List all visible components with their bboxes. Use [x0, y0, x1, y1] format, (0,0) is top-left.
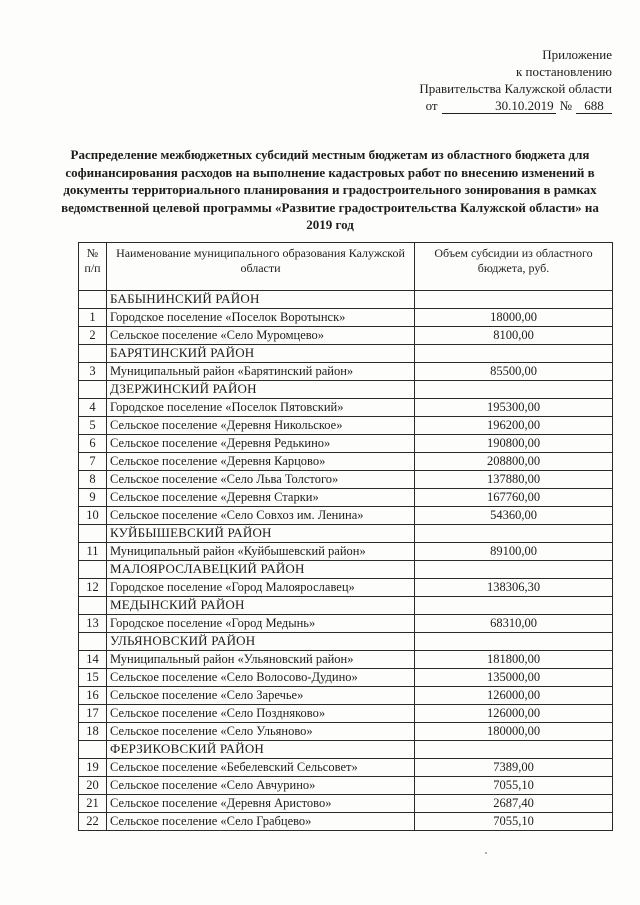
table-row [79, 579, 613, 597]
subsidy-amount: 7055,10 [415, 777, 613, 795]
municipality-name: Сельское поселение «Село Совхоз им. Ленина» [107, 507, 415, 525]
district-name: МЕДЫНСКИЙ РАЙОН [107, 597, 415, 615]
row-number: 22 [79, 813, 107, 831]
district-row [79, 345, 613, 363]
district-num-cell [79, 381, 107, 399]
row-number: 7 [79, 453, 107, 471]
subsidy-amount: 195300,00 [415, 399, 613, 417]
table-row [79, 777, 613, 795]
municipality-name: Городское поселение «Поселок Пятовский» [107, 399, 415, 417]
table-row [79, 705, 613, 723]
subsidy-amount: 2687,40 [415, 795, 613, 813]
subsidy-amount: 68310,00 [415, 615, 613, 633]
table-row [79, 723, 613, 741]
district-row [79, 633, 613, 651]
district-row [79, 291, 613, 309]
row-number: 15 [79, 669, 107, 687]
municipality-name: Сельское поселение «Село Льва Толстого» [107, 471, 415, 489]
municipality-name: Сельское поселение «Село Муромцево» [107, 327, 415, 345]
municipality-name: Сельское поселение «Деревня Аристово» [107, 795, 415, 813]
row-number: 9 [79, 489, 107, 507]
row-number: 4 [79, 399, 107, 417]
row-number: 18 [79, 723, 107, 741]
table-header-row [79, 243, 613, 291]
district-row [79, 381, 613, 399]
table-row [79, 363, 613, 381]
district-num-cell [79, 525, 107, 543]
appendix-line-3: Правительства Калужской области [419, 81, 612, 96]
district-value-cell [415, 561, 613, 579]
table-row [79, 813, 613, 831]
district-num-cell [79, 597, 107, 615]
district-value-cell [415, 291, 613, 309]
row-number: 14 [79, 651, 107, 669]
table-row [79, 543, 613, 561]
appendix-line-2: к постановлению [515, 64, 612, 79]
subsidy-amount: 138306,30 [415, 579, 613, 597]
municipality-name: Сельское поселение «Село Волосово-Дудино» [107, 669, 415, 687]
row-number: 19 [79, 759, 107, 777]
municipality-name: Сельское поселение «Деревня Редькино» [107, 435, 415, 453]
district-num-cell [79, 345, 107, 363]
table-body [79, 291, 613, 831]
district-value-cell [415, 633, 613, 651]
scan-speck [485, 852, 487, 854]
row-number: 12 [79, 579, 107, 597]
subsidy-amount: 190800,00 [415, 435, 613, 453]
row-number: 13 [79, 615, 107, 633]
subsidy-amount: 135000,00 [415, 669, 613, 687]
subsidy-amount: 180000,00 [415, 723, 613, 741]
subsidy-amount: 7055,10 [415, 813, 613, 831]
subsidy-amount: 196200,00 [415, 417, 613, 435]
municipality-name: Городское поселение «Город Малоярославец» [107, 579, 415, 597]
municipality-name: Сельское поселение «Село Поздняково» [107, 705, 415, 723]
subsidy-amount: 7389,00 [415, 759, 613, 777]
subsidy-table [78, 242, 613, 831]
subsidy-amount: 8100,00 [415, 327, 613, 345]
row-number: 1 [79, 309, 107, 327]
row-number: 20 [79, 777, 107, 795]
district-name: УЛЬЯНОВСКИЙ РАЙОН [107, 633, 415, 651]
subsidy-amount: 208800,00 [415, 453, 613, 471]
row-number: 16 [79, 687, 107, 705]
municipality-name: Муниципальный район «Ульяновский район» [107, 651, 415, 669]
header-name: Наименование муниципального образования Калужской области [107, 243, 415, 291]
district-value-cell [415, 597, 613, 615]
decree-line [352, 97, 612, 114]
municipality-name: Сельское поселение «Деревня Карцово» [107, 453, 415, 471]
document-title: Распределение межбюджетных субсидий местным бюджетам из областного бюджета для софинансирования расходов на выполнение кадастровых работ по внесению изменений в документы территориального планирования и градостроительного зонирования в рамках ведомственной целевой программы «Развитие градостроительства Калужской области» на 2019 год [61, 147, 599, 232]
row-number: 17 [79, 705, 107, 723]
municipality-name: Сельское поселение «Село Ульяново» [107, 723, 415, 741]
from-label: от [425, 98, 438, 113]
subsidy-amount: 18000,00 [415, 309, 613, 327]
subsidy-amount: 126000,00 [415, 687, 613, 705]
table-row [79, 759, 613, 777]
municipality-name: Сельское поселение «Село Заречье» [107, 687, 415, 705]
district-name: БАРЯТИНСКИЙ РАЙОН [107, 345, 415, 363]
decree-number: 688 [576, 99, 612, 114]
district-row [79, 561, 613, 579]
district-value-cell [415, 381, 613, 399]
municipality-name: Муниципальный район «Барятинский район» [107, 363, 415, 381]
row-number: 11 [79, 543, 107, 561]
appendix-block [352, 46, 612, 114]
municipality-name: Сельское поселение «Село Авчурино» [107, 777, 415, 795]
table-row [79, 651, 613, 669]
subsidy-amount: 89100,00 [415, 543, 613, 561]
decree-date: 30.10.2019 [442, 99, 556, 114]
number-label: № [559, 98, 572, 113]
row-number: 21 [79, 795, 107, 813]
subsidy-amount: 126000,00 [415, 705, 613, 723]
district-value-cell [415, 741, 613, 759]
subsidy-amount: 167760,00 [415, 489, 613, 507]
district-row [79, 525, 613, 543]
table-row [79, 327, 613, 345]
table-row [79, 399, 613, 417]
subsidy-amount: 54360,00 [415, 507, 613, 525]
row-number: 6 [79, 435, 107, 453]
subsidy-amount: 85500,00 [415, 363, 613, 381]
subsidy-amount: 181800,00 [415, 651, 613, 669]
municipality-name: Сельское поселение «Деревня Старки» [107, 489, 415, 507]
header-num: № п/п [79, 243, 107, 291]
district-value-cell [415, 345, 613, 363]
municipality-name: Сельское поселение «Деревня Никольское» [107, 417, 415, 435]
district-name: МАЛОЯРОСЛАВЕЦКИЙ РАЙОН [107, 561, 415, 579]
header-value: Объем субсидии из областного бюджета, руб. [415, 243, 613, 291]
district-name: КУЙБЫШЕВСКИЙ РАЙОН [107, 525, 415, 543]
table-row [79, 309, 613, 327]
table-row [79, 795, 613, 813]
row-number: 8 [79, 471, 107, 489]
table-row [79, 489, 613, 507]
table-row [79, 453, 613, 471]
table-row [79, 507, 613, 525]
table-row [79, 687, 613, 705]
district-name: БАБЫНИНСКИЙ РАЙОН [107, 291, 415, 309]
appendix-line-1: Приложение [542, 47, 612, 62]
table-row [79, 435, 613, 453]
municipality-name: Городское поселение «Поселок Воротынск» [107, 309, 415, 327]
table-row [79, 471, 613, 489]
district-num-cell [79, 561, 107, 579]
municipality-name: Городское поселение «Город Медынь» [107, 615, 415, 633]
district-num-cell [79, 291, 107, 309]
district-value-cell [415, 525, 613, 543]
municipality-name: Муниципальный район «Куйбышевский район» [107, 543, 415, 561]
district-row [79, 597, 613, 615]
table-row [79, 615, 613, 633]
district-name: ФЕРЗИКОВСКИЙ РАЙОН [107, 741, 415, 759]
subsidy-amount: 137880,00 [415, 471, 613, 489]
municipality-name: Сельское поселение «Бебелевский Сельсовет» [107, 759, 415, 777]
municipality-name: Сельское поселение «Село Грабцево» [107, 813, 415, 831]
table-row [79, 669, 613, 687]
district-name: ДЗЕРЖИНСКИЙ РАЙОН [107, 381, 415, 399]
district-row [79, 741, 613, 759]
district-num-cell [79, 741, 107, 759]
row-number: 2 [79, 327, 107, 345]
table-row [79, 417, 613, 435]
row-number: 10 [79, 507, 107, 525]
row-number: 3 [79, 363, 107, 381]
district-num-cell [79, 633, 107, 651]
row-number: 5 [79, 417, 107, 435]
